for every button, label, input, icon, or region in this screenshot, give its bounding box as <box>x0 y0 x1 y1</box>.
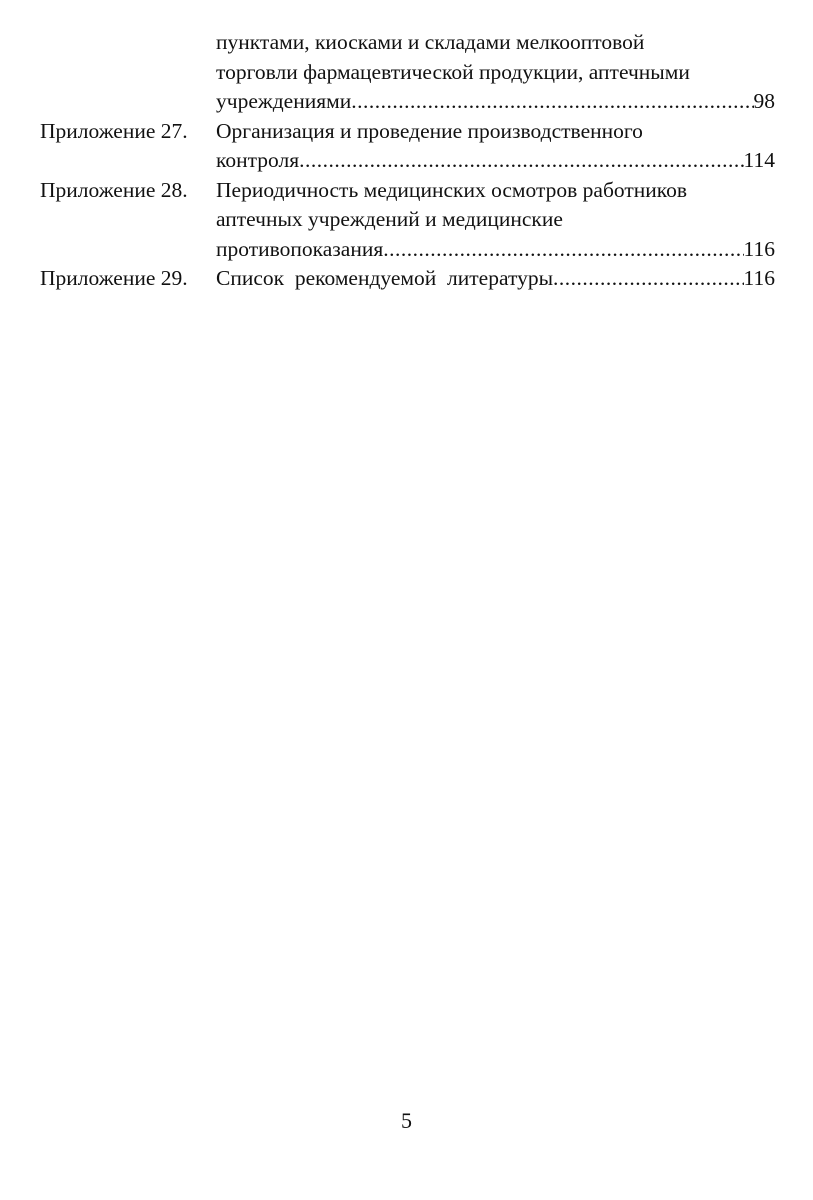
dot-leader <box>553 264 744 294</box>
dot-leader <box>299 146 743 176</box>
table-of-contents <box>40 28 775 294</box>
toc-entry-line: торговли фармацевтической продукции, аптечными <box>216 59 690 84</box>
toc-entry-page: 116 <box>743 266 775 290</box>
toc-entry-last-line: контроля <box>216 148 300 172</box>
toc-entry-leader-line <box>216 235 775 265</box>
toc-entry-body <box>216 28 775 117</box>
toc-entry-leader-line <box>216 87 775 117</box>
toc-entry-appendix-29 <box>40 264 775 294</box>
toc-entry-last-line: Список рекомендуемой литературы <box>216 266 554 290</box>
toc-entry-line: пунктами, киосками и складами мелкооптовой <box>216 30 645 54</box>
toc-entry-label: Приложение 28. <box>40 177 188 202</box>
toc-entry-leader-line <box>216 264 775 294</box>
toc-entry-last-line: противопоказания <box>216 236 384 261</box>
toc-entry-body <box>216 176 775 265</box>
toc-entry-label: Приложение 29. <box>40 266 188 290</box>
toc-entry-label: Приложение 27. <box>40 118 188 143</box>
toc-entry-leader-line <box>216 146 775 176</box>
toc-entry-body <box>216 264 775 294</box>
page-number: 5 <box>401 1108 412 1133</box>
toc-entry-page: 114 <box>743 148 775 172</box>
toc-entry-continuation <box>40 28 775 117</box>
dot-leader <box>351 87 753 117</box>
toc-entry-appendix-27 <box>40 117 775 176</box>
toc-entry-last-line: учреждениями <box>216 89 352 113</box>
toc-entry-appendix-28 <box>40 176 775 265</box>
toc-entry-page: 116 <box>743 236 775 261</box>
toc-entry-line: Организация и проведение производственного <box>216 118 643 143</box>
toc-entry-line: аптечных учреждений и медицинские <box>216 207 563 231</box>
toc-entry-line: Периодичность медицинских осмотров работников <box>216 177 688 202</box>
toc-entry-body <box>216 117 775 176</box>
dot-leader <box>383 235 743 265</box>
toc-entry-page: 98 <box>753 89 775 113</box>
